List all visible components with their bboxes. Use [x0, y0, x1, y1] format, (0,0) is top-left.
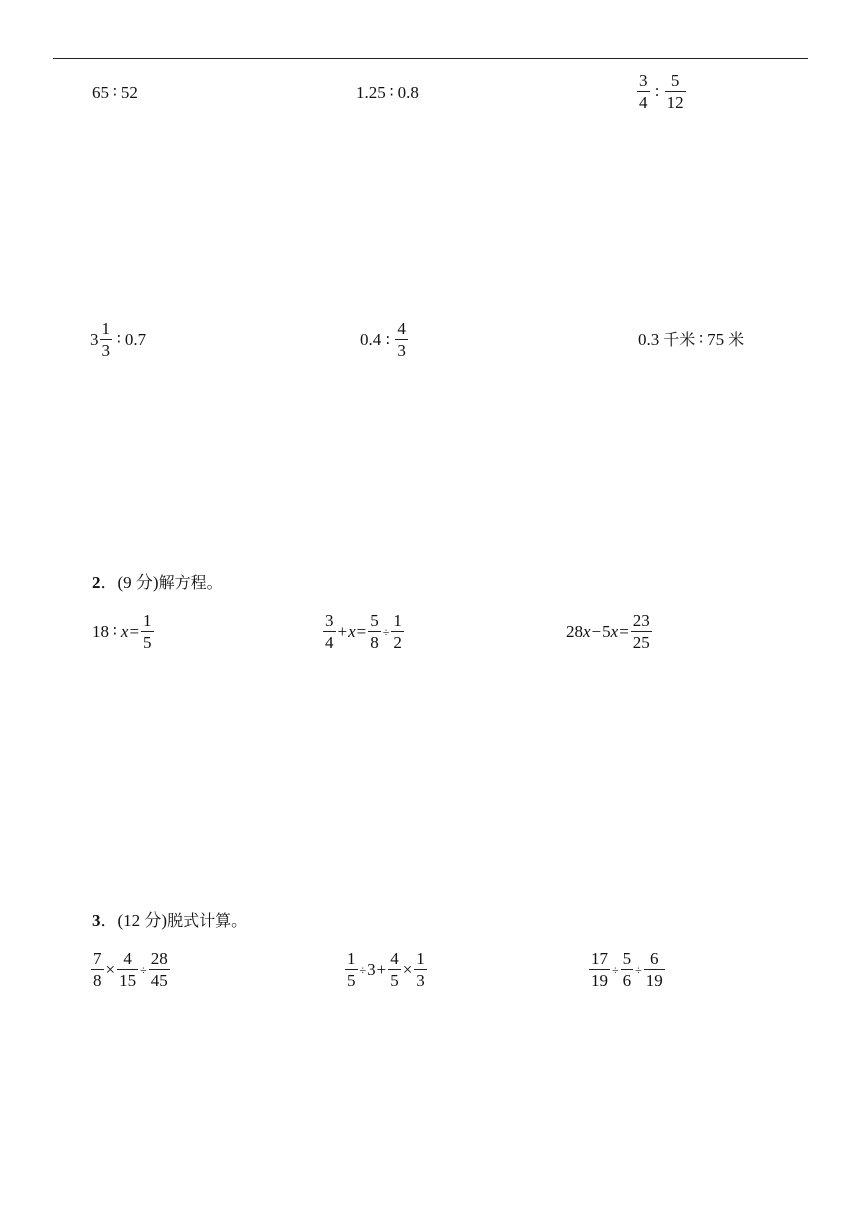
ratio-5: [360, 320, 409, 359]
ratio-term: 65: [92, 83, 109, 102]
ratio-colon: ∶: [389, 83, 394, 101]
fraction: $\frac{1}{5}$: [347, 949, 356, 990]
equation-2: $\frac{3}{4}$ + x = $\frac{5}{8}$ ÷ $\frac{1}{2}$: [325, 611, 402, 652]
expression-2: $\frac{1}{5}$ ÷ 3 + $\frac{4}{5}$ × $\frac{1}{3}$: [347, 949, 425, 990]
fraction: $\frac{1}{3}$: [101, 319, 110, 360]
expression-1: $\frac{7}{8}$ × $\frac{4}{15}$ ÷ $\frac{28}{45}$: [93, 949, 168, 990]
fraction: $\frac{7}{8}$: [93, 949, 102, 990]
ratio-term: 0.7: [124, 330, 147, 349]
fraction: $\frac{28}{45}$: [150, 949, 168, 990]
fraction: $\frac{1}{2}$: [393, 611, 402, 652]
ratio-term: 52: [120, 83, 138, 102]
ratio-colon: ∶: [113, 83, 117, 101]
ratio-term: 0.4: [360, 330, 382, 349]
ratio-3: [636, 72, 687, 111]
question-points: (9 分): [117, 573, 159, 592]
variable: x: [583, 622, 591, 641]
ratio-term: 1.25: [356, 83, 386, 102]
question-title: 脱式计算。: [167, 911, 248, 930]
fraction: $\frac{4}{5}$: [390, 949, 399, 990]
question-number: 3: [92, 911, 101, 930]
ratio-term: 0.8: [397, 83, 419, 102]
top-rule: [53, 58, 808, 59]
variable: x: [610, 622, 619, 641]
fraction: $\frac{5}{8}$: [370, 611, 379, 652]
ratio-1: [92, 84, 138, 101]
equation-1: 18 ∶ x = $\frac{1}{5}$: [92, 611, 152, 652]
fraction: $\frac{1}{5}$: [143, 611, 152, 652]
fraction: $\frac{5}{6}$: [622, 949, 632, 990]
expression-3: $\frac{17}{19}$ ÷ $\frac{5}{6}$ ÷ $\frac{6}{19}$: [591, 949, 663, 990]
fraction: $\frac{6}{19}$: [645, 949, 663, 990]
variable: x: [120, 622, 129, 641]
equation-3: 28 x − 5 x = $\frac{23}{25}$: [566, 611, 650, 652]
fraction: $\frac{3}{4}$: [325, 611, 334, 652]
mixed-whole: 3: [90, 330, 99, 349]
question-number: 2: [92, 573, 101, 592]
ratio-2: [356, 84, 419, 101]
unit-label: 米: [728, 329, 745, 349]
ratio-4: [90, 320, 146, 359]
ratio-colon: :: [385, 330, 391, 348]
ratio-colon: ∶: [699, 330, 704, 348]
fraction: $\frac{4}{3}$: [397, 319, 406, 360]
fraction: $\frac{23}{25}$: [632, 611, 650, 652]
variable: x: [348, 622, 356, 641]
fraction: $\frac{4}{15}$: [119, 949, 137, 990]
section-2-heading: 2 ． (9 分) 解方程。: [92, 568, 223, 593]
ratio-colon: :: [654, 82, 660, 100]
fraction: $\frac{17}{19}$: [591, 949, 608, 990]
ratio-term: 75: [707, 330, 725, 349]
ratio-colon: ∶: [117, 330, 121, 348]
ratio-term: 0.3: [638, 330, 660, 349]
section-3-heading: 3 ． (12 分) 脱式计算。: [92, 906, 247, 931]
fraction: $\frac{5}{12}$: [666, 71, 684, 112]
ratio-6: [638, 331, 744, 348]
unit-label: 千米: [663, 329, 696, 349]
fraction: $\frac{1}{3}$: [416, 949, 425, 990]
question-title: 解方程。: [158, 573, 223, 592]
question-points: (12 分): [117, 911, 168, 930]
fraction: $\frac{3}{4}$: [639, 71, 648, 112]
